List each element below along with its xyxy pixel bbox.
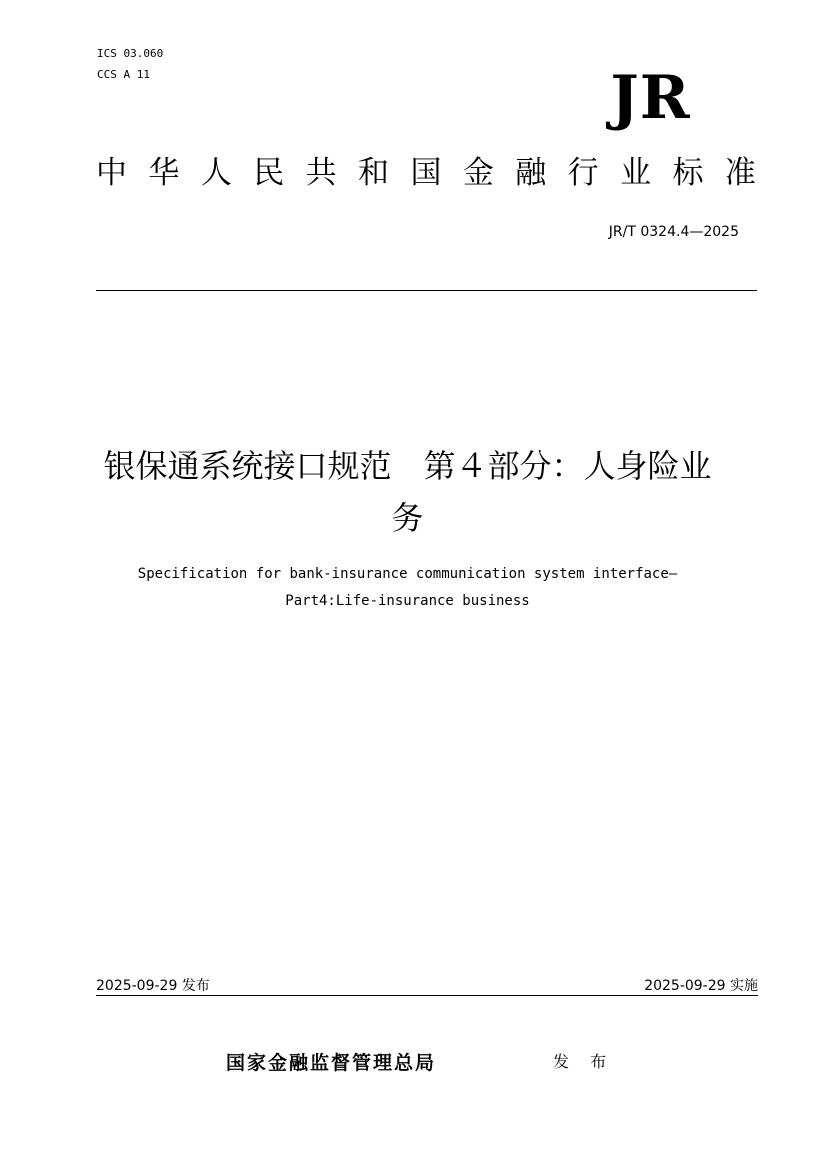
- standard-category-char: 民: [253, 155, 285, 191]
- standard-category-char: 和: [358, 155, 390, 191]
- classification-codes: [97, 43, 163, 85]
- standard-number: JR/T 0324.4—2025: [608, 224, 739, 240]
- standard-category-char: 中: [96, 155, 127, 191]
- jr-logo: JR: [610, 63, 691, 133]
- title-chinese-line-1: 银保通系统接口规范 第４部分：人身险业: [103, 447, 712, 485]
- issuing-authority: 国家金融监督管理总局: [226, 1052, 437, 1074]
- ccs-code: CCS A 11: [97, 68, 150, 81]
- header-divider: [96, 290, 757, 291]
- standard-category-char: 人: [200, 155, 232, 191]
- ics-code: ICS 03.060: [97, 47, 164, 60]
- standard-category-char: 金: [462, 155, 494, 191]
- standard-category-char: 共: [305, 155, 337, 191]
- title-english-line-1: Specification for bank-insurance communication system interface—: [137, 566, 678, 582]
- standard-category-char: 融: [515, 155, 547, 191]
- issue-label: 发 布: [553, 1052, 615, 1071]
- standard-category-char: 标: [672, 155, 704, 191]
- implement-date: 2025-09-29 实施: [644, 978, 758, 994]
- standard-category-char: 国: [410, 155, 442, 191]
- standard-category-char: 华: [148, 155, 180, 191]
- standard-category: [96, 155, 756, 191]
- standard-category-char: 业: [620, 155, 652, 191]
- title-english-line-2: Part4:Life-insurance business: [285, 593, 530, 609]
- date-divider: [96, 995, 758, 996]
- standard-category-char: 行: [567, 155, 599, 191]
- standard-category-char: 准: [724, 155, 756, 191]
- date-row: [96, 975, 758, 997]
- publish-date: 2025-09-29 发布: [96, 978, 210, 994]
- title-english: [60, 561, 755, 615]
- title-chinese-line-2: 务: [391, 499, 424, 537]
- title-chinese: [70, 440, 745, 544]
